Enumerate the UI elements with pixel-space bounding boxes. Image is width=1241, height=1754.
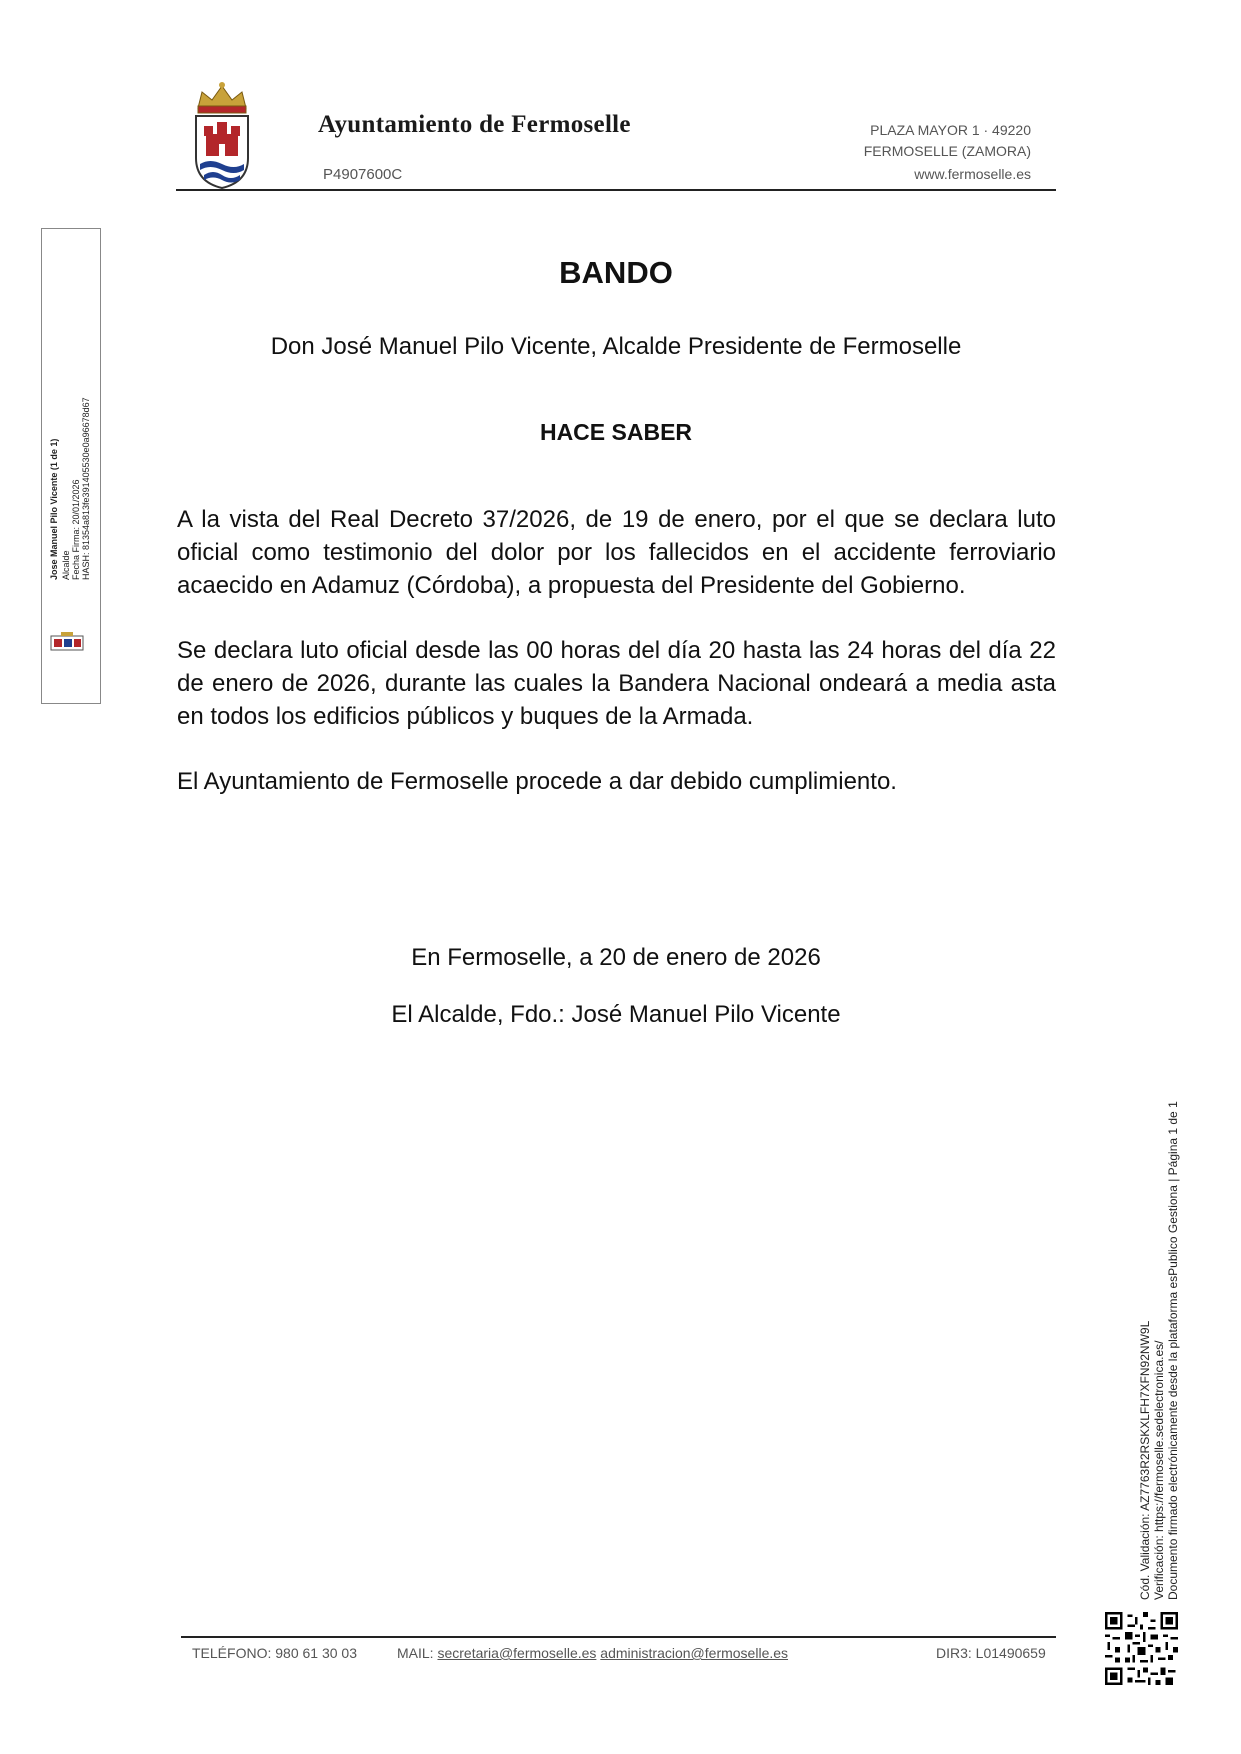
dir3-code: DIR3: L01490659	[936, 1645, 1046, 1661]
phone-label: TELÉFONO:	[192, 1645, 272, 1661]
section-heading: HACE SABER	[539, 419, 693, 445]
validation-code: Cód. Validación: AZ7763R2RSKXLFH7XFN92NW9L	[1138, 1320, 1152, 1600]
signature-line: El Alcalde, Fdo.: José Manuel Pilo Vicente	[391, 1001, 841, 1028]
paragraph-compliance: El Ayuntamiento de Fermoselle procede a dar debido cumplimiento.	[177, 768, 897, 795]
town-crest-logo	[190, 78, 254, 190]
issuer-line: Don José Manuel Pilo Vicente, Alcalde Presidente de Fermoselle	[270, 333, 962, 360]
header-divider	[176, 189, 1056, 191]
paragraph-decree: A la vista del Real Decreto 37/2026, de 19 de enero, por el que se declara luto oficial como testimonio del dolor por los fallecidos en el accidente ferroviario acaecido en Adamuz (Córdoba), a propuesta del Presidente del Gobierno.	[177, 506, 1056, 599]
stamp-hash: HASH: 81354a813fe391405530e0a96678d67	[81, 397, 91, 580]
document-title: BANDO	[559, 255, 673, 290]
address-town: FERMOSELLE (ZAMORA)	[863, 143, 1031, 159]
email-administracion-link[interactable]: administracion@fermoselle.es	[600, 1645, 789, 1661]
stamp-signer-role: Alcalde	[61, 550, 71, 580]
mail-label: MAIL:	[397, 1645, 434, 1661]
electronic-signature-note: Documento firmado electrónicamente desde la plataforma esPublico Gestiona | Página 1 de 1	[1166, 1101, 1180, 1600]
paragraph-mourning: Se declara luto oficial desde las 00 horas del día 20 hasta las 24 horas del día 22 de enero de 2026, durante las cuales la Bandera Nacional ondeará a media asta en todos los edificios públicos y buques de la Armada.	[177, 637, 1056, 730]
tax-id: P4907600C	[323, 166, 403, 183]
phone-number[interactable]: 980 61 30 03	[275, 1645, 357, 1661]
footer-phone	[192, 1645, 357, 1661]
address-street: PLAZA MAYOR 1 · 49220	[870, 122, 1031, 138]
email-secretaria-link[interactable]: secretaria@fermoselle.es	[437, 1645, 597, 1661]
organization-name: Ayuntamiento de Fermoselle	[318, 111, 631, 138]
stamp-crest-icon	[50, 630, 84, 654]
footer-divider	[181, 1636, 1056, 1638]
website-link[interactable]: www.fermoselle.es	[914, 166, 1031, 182]
place-date: En Fermoselle, a 20 de enero de 2026	[411, 944, 821, 971]
qr-code	[1105, 1612, 1178, 1685]
footer-mail	[397, 1645, 788, 1661]
stamp-sign-date: Fecha Firma: 20/01/2026	[71, 479, 81, 580]
verification-url[interactable]: Verificación: https://fermoselle.sedelectronica.es/	[1152, 1340, 1166, 1600]
stamp-signer-name: Jose Manuel Pilo Vicente (1 de 1)	[49, 438, 59, 580]
